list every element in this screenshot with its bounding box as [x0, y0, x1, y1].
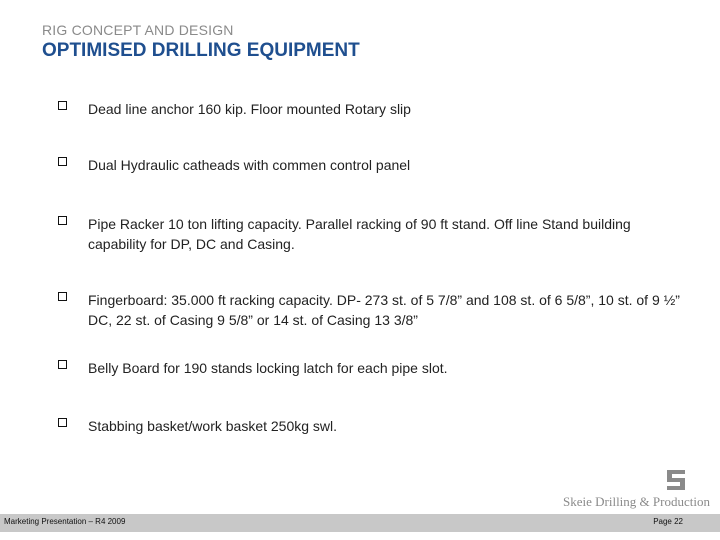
bullet-text: Belly Board for 190 stands locking latch for each pipe slot.	[88, 360, 448, 376]
checkbox-bullet-icon	[58, 360, 67, 369]
logo-text: Skeie Drilling & Production	[563, 494, 710, 509]
bullet-text: Dual Hydraulic catheads with commen control panel	[88, 157, 411, 173]
company-logo	[545, 470, 715, 515]
footer-bar	[0, 514, 720, 532]
checkbox-bullet-icon	[58, 101, 67, 110]
checkbox-bullet-icon	[58, 418, 67, 427]
footer-presentation-label: Marketing Presentation – R4 2009	[4, 517, 126, 526]
skeie-logo-mark-icon	[667, 470, 685, 490]
checkbox-bullet-icon	[58, 292, 67, 301]
page-number: Page 22	[653, 517, 683, 526]
bullet-text: Pipe Racker 10 ton lifting capacity. Parallel racking of 90 ft stand. Off line Stand building capability for DP, DC and Casing.	[88, 216, 631, 252]
bullet-text: Stabbing basket/work basket 250kg swl.	[88, 418, 338, 434]
checkbox-bullet-icon	[58, 216, 67, 225]
bullet-text: Dead line anchor 160 kip. Floor mounted Rotary slip	[88, 101, 411, 117]
checkbox-bullet-icon	[58, 157, 67, 166]
bullet-text: Fingerboard: 35.000 ft racking capacity. DP- 273 st. of 5 7/8” and 108 st. of 6 5/8”, 10 st. of 9 ½” DC, 22 st. of Casing 9 5/8” or 14 st. of Casing 13 3/8”	[88, 292, 680, 328]
header-kicker: RIG CONCEPT AND DESIGN	[42, 22, 234, 38]
page-title: OPTIMISED DRILLING EQUIPMENT	[42, 40, 360, 61]
